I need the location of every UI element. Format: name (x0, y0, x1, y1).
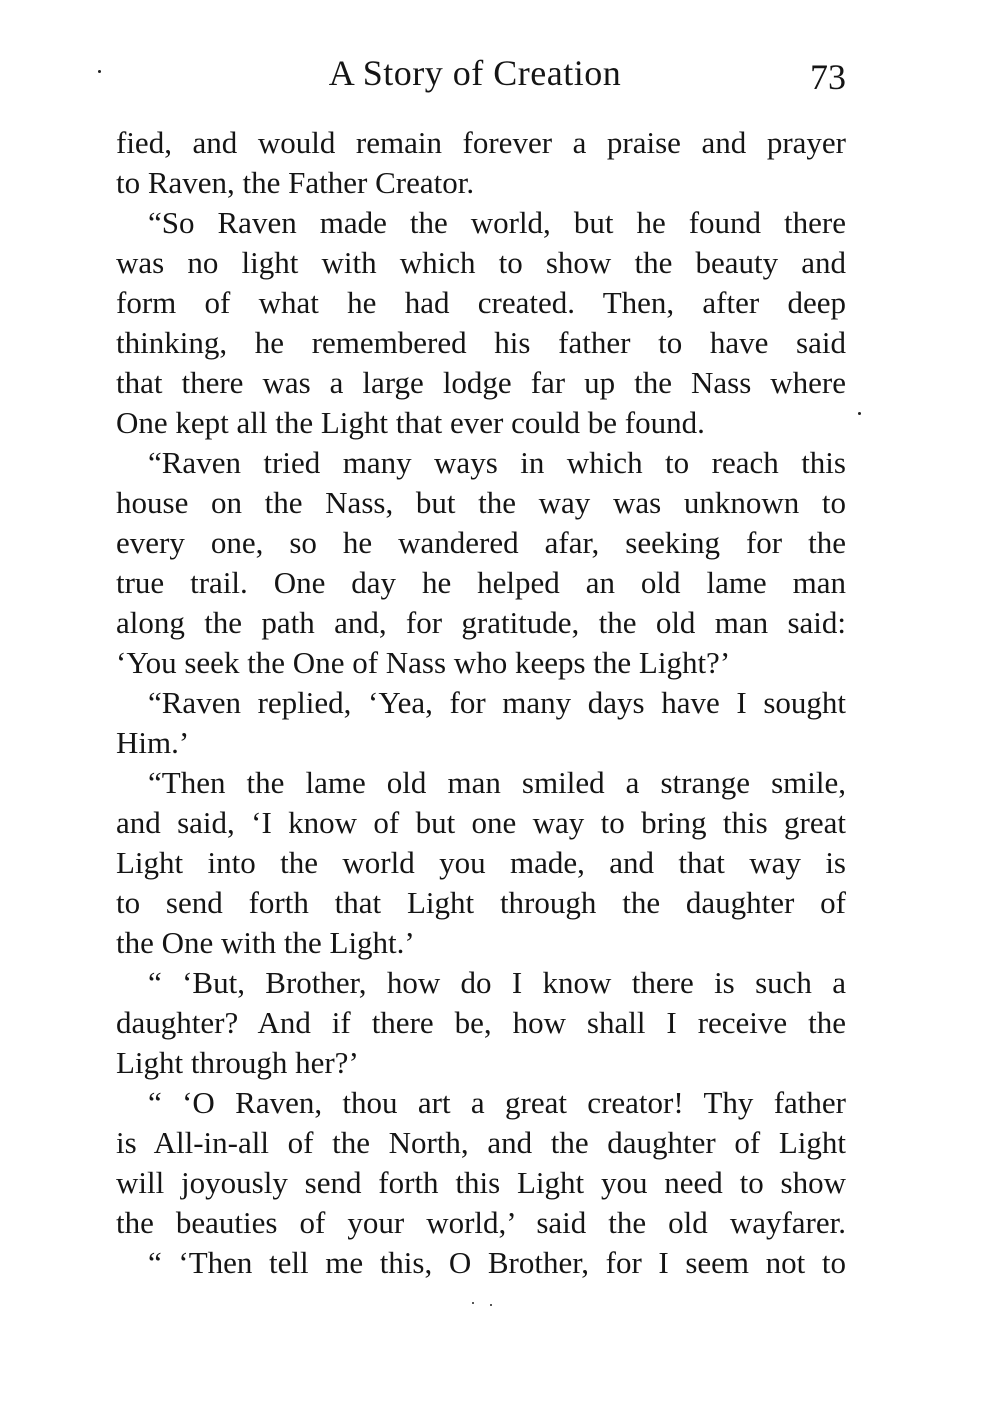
text-line: “ ‘Then tell me this, O Brother, for I seem not to (148, 1245, 846, 1280)
chapter-title: A Story of Creation (328, 53, 622, 93)
text-line: thinking, he remembered his father to have said (116, 325, 846, 360)
text-line: fied, and would remain forever a praise and prayer (116, 125, 846, 160)
text-line: to send forth that Light through the daughter of (116, 885, 846, 920)
text-line: “Raven replied, ‘Yea, for many days have I sought (148, 685, 846, 720)
text-line: form of what he had created. Then, after deep (116, 285, 846, 320)
text-line: house on the Nass, but the way was unknown to (116, 485, 846, 520)
text-line: is All-in-all of the North, and the daughter of Light (116, 1125, 846, 1160)
text-line: every one, so he wandered afar, seeking for the (116, 525, 846, 560)
text-line: Him.’ (116, 725, 190, 760)
body-text (116, 123, 846, 1283)
text-line: daughter? And if there be, how shall I receive the (116, 1005, 846, 1040)
text-line: the beauties of your world,’ said the old wayfarer. (116, 1205, 846, 1240)
text-line: “ ‘O Raven, thou art a great creator! Thy father (148, 1085, 846, 1120)
print-speck (98, 70, 101, 73)
text-line: along the path and, for gratitude, the old man said: (116, 605, 846, 640)
text-line: to Raven, the Father Creator. (116, 165, 475, 200)
text-line: the One with the Light.’ (116, 925, 415, 960)
print-speck (490, 1304, 492, 1306)
text-line: true trail. One day he helped an old lame man (116, 565, 846, 600)
text-line: “ ‘But, Brother, how do I know there is such a (148, 965, 846, 1000)
text-line: Light into the world you made, and that way is (116, 845, 846, 880)
page-number: 73 (810, 57, 846, 97)
text-line: “Raven tried many ways in which to reach this (148, 445, 846, 480)
print-speck (472, 1302, 474, 1304)
text-line: “So Raven made the world, but he found there (148, 205, 846, 240)
text-line: ‘You seek the One of Nass who keeps the Light?’ (116, 645, 731, 680)
running-header (116, 52, 846, 102)
text-line: was no light with which to show the beauty and (116, 245, 846, 280)
text-line: will joyously send forth this Light you need to show (116, 1165, 846, 1200)
text-line: One kept all the Light that ever could be found. (116, 405, 705, 440)
text-line: “Then the lame old man smiled a strange smile, (148, 765, 846, 800)
print-speck (858, 412, 861, 415)
text-line: that there was a large lodge far up the Nass where (116, 365, 846, 400)
text-line: and said, ‘I know of but one way to bring this great (116, 805, 846, 840)
text-line: Light through her?’ (116, 1045, 359, 1080)
